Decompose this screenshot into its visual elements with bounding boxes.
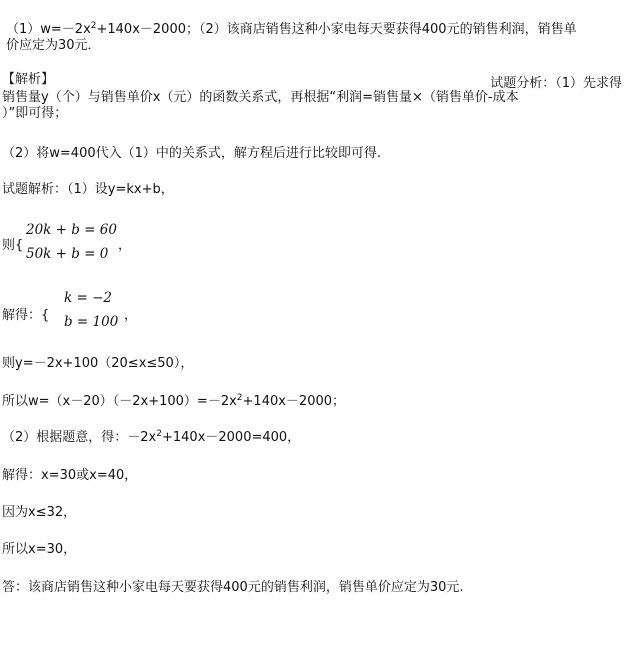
system2-prefix: 解得：{	[2, 308, 50, 323]
answer-part-1: （1）w=－2x	[6, 22, 91, 37]
solution-intro: 试题解析：（1）设y=kx+b，	[2, 182, 174, 197]
answer-line-2: 价应定为30元．	[6, 38, 101, 53]
solve-result: 解得：x=30或x=40，	[2, 468, 138, 483]
analysis-intro: 试题分析：（1）先求得	[490, 76, 622, 91]
system1-eq2: 50k + b = 0	[26, 246, 109, 262]
system1-suffix: ，	[118, 238, 132, 253]
line-w-function	[2, 394, 345, 410]
w-part-2: +140x－2000；	[242, 394, 346, 409]
line-y-function: 则y=－2x+100（20≤x≤50），	[2, 356, 194, 371]
system2-suffix: ，	[124, 308, 138, 323]
final-answer: 答：该商店销售这种小家电每天要获得400元的销售利润，销售单价应定为30元.	[2, 580, 464, 595]
analysis-line-4: （2）将w=400代入（1）中的关系式，解方程后进行比较即可得.	[2, 146, 382, 161]
answer-part-2: +140x－2000；（2）该商店销售这种小家电每天要获得400元的销售利润，销售单	[96, 22, 577, 37]
analysis-line-2: 销售量y（个）与销售单价x（元）的函数关系式，再根据“利润=销售量×（销售单价-成本	[2, 90, 519, 105]
equation-system-1	[2, 220, 162, 268]
part2-b: +140x－2000=400，	[161, 430, 301, 445]
exponent: 2	[90, 21, 97, 31]
part2-a: （2）根据题意，得：－2x	[2, 430, 157, 445]
analysis-line-3: ）”即可得；	[2, 106, 68, 121]
equation-system-2	[2, 290, 162, 338]
w-part-1: 所以w=（x－20）（－2x+100）=－2x	[2, 394, 237, 409]
part-2-equation	[2, 430, 300, 446]
part2-exponent: 2	[156, 429, 162, 439]
system2-eq1: k = −2	[64, 290, 112, 306]
system2-eq2: b = 100	[64, 314, 119, 330]
w-exponent: 2	[236, 393, 243, 403]
because-line: 因为x≤32，	[2, 505, 77, 520]
system1-eq1: 20k + b = 60	[26, 222, 117, 238]
answer-line-1	[6, 22, 577, 38]
analysis-heading: 【解析】	[2, 72, 55, 87]
system1-prefix: 则{	[2, 238, 24, 253]
so-line: 所以x=30，	[2, 542, 77, 557]
